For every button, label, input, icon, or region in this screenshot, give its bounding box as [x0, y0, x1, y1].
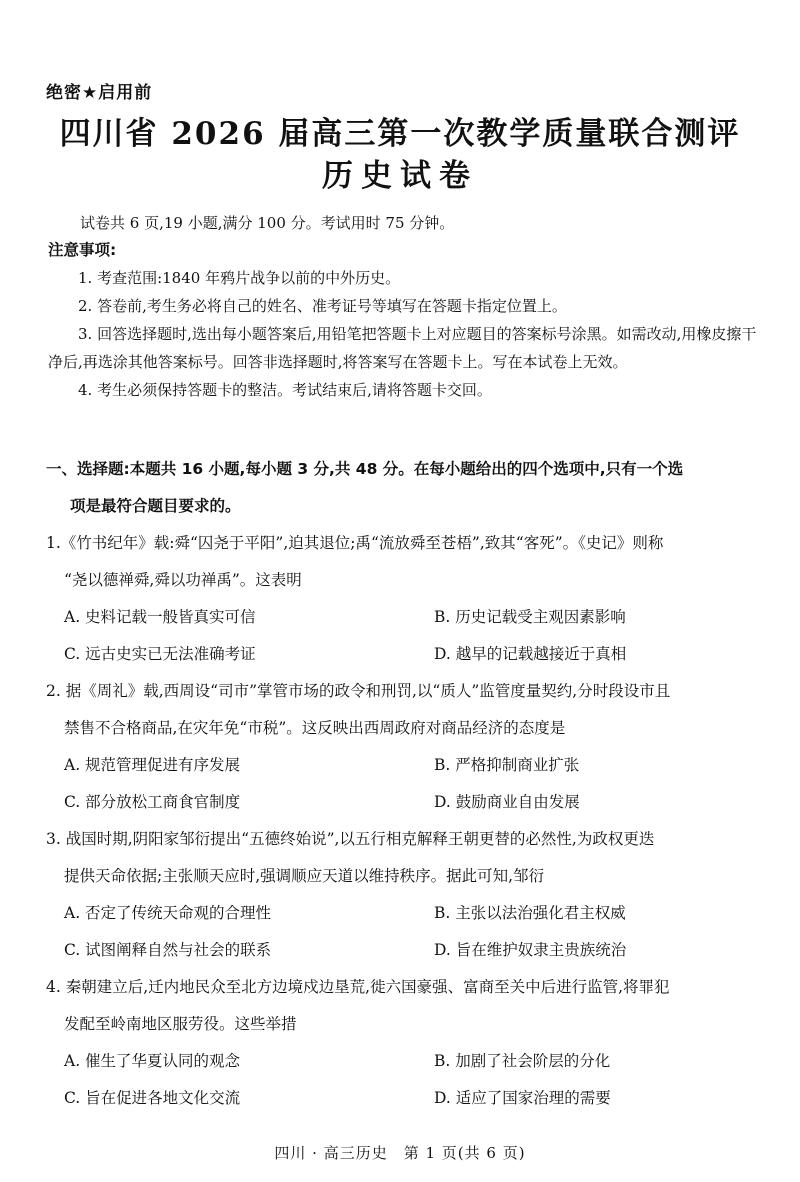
page-footer: 四川 · 高三历史 第 1 页(共 6 页) — [274, 1144, 526, 1162]
question-stem-line: 1.《竹书纪年》载:舜“囚尧于平阳”,迫其退位;禹“流放舜至苍梧”,致其“客死”。《史记》则称 — [46, 534, 664, 552]
option-d: D. 鼓励商业自由发展 — [434, 793, 580, 811]
option-a: A. 规范管理促进有序发展 — [64, 756, 241, 774]
question-2 — [46, 673, 766, 821]
question-1 — [46, 525, 766, 673]
option-c: C. 远古史实已无法准确考证 — [64, 645, 256, 663]
question-stem-line: “尧以德禅舜,舜以功禅禹”。这表明 — [64, 571, 302, 589]
question-stem-line: 禁售不合格商品,在灾年免“市税”。这反映出西周政府对商品经济的态度是 — [64, 719, 566, 737]
notice-item: 2. 答卷前,考生务必将自己的姓名、准考证号等填写在答题卡指定位置上。 — [78, 297, 567, 315]
question-stem-line: 2. 据《周礼》载,西周设“司市”掌管市场的政令和刑罚,以“质人”监管度量契约,分时段设市且 — [46, 682, 671, 700]
option-a: A. 催生了华夏认同的观念 — [64, 1052, 241, 1070]
exam-title: 四川省 2026 届高三第一次教学质量联合测评 — [59, 116, 741, 152]
section-heading — [46, 451, 766, 525]
option-group — [46, 599, 766, 673]
option-group — [46, 1043, 766, 1117]
notice-heading: 注意事项: — [48, 241, 117, 259]
option-c: C. 试图阐释自然与社会的联系 — [64, 941, 272, 959]
option-d: D. 越早的记载越接近于真相 — [434, 645, 627, 663]
question-3 — [46, 821, 766, 969]
option-b: B. 历史记载受主观因素影响 — [434, 608, 626, 626]
option-c: C. 部分放松工商食官制度 — [64, 793, 241, 811]
subject-title: 历史试卷 — [322, 158, 478, 194]
option-group — [46, 895, 766, 969]
confidential-label: 绝密★启用前 — [46, 83, 153, 103]
notice-item: 3. 回答选择题时,选出每小题答案后,用铅笔把答题卡上对应题目的答案标号涂黑。如需改动,用橡皮擦干净后,再选涂其他答案标号。回答非选择题时,将答案写在答题卡上。写在本试卷上无效。 — [48, 325, 757, 371]
exam-intro: 试卷共 6 页,19 小题,满分 100 分。考试用时 75 分钟。 — [80, 214, 455, 232]
option-d: D. 适应了国家治理的需要 — [434, 1089, 611, 1107]
option-c: C. 旨在促进各地文化交流 — [64, 1089, 241, 1107]
question-stem — [46, 969, 766, 1043]
option-b: B. 严格抑制商业扩张 — [434, 756, 580, 774]
notice-item: 1. 考查范围:1840 年鸦片战争以前的中外历史。 — [78, 269, 401, 287]
question-stem-line: 提供天命依据;主张顺天应时,强调顺应天道以维持秩序。据此可知,邹衍 — [64, 867, 545, 885]
notice-list — [48, 264, 760, 404]
question-stem-line: 4. 秦朝建立后,迁内地民众至北方边境戍边垦荒,徙六国豪强、富商至关中后进行监管,将罪犯 — [46, 978, 670, 996]
option-group — [46, 747, 766, 821]
question-stem — [46, 525, 766, 599]
section-heading-line: 一、选择题:本题共 16 小题,每小题 3 分,共 48 分。在每小题给出的四个选项中,只有一个选 — [46, 460, 684, 478]
section-heading-line: 项是最符合题目要求的。 — [70, 497, 241, 515]
notice-item: 4. 考生必须保持答题卡的整洁。考试结束后,请将答题卡交回。 — [78, 381, 492, 399]
question-stem-line: 发配至岭南地区服劳役。这些举措 — [64, 1015, 297, 1033]
option-b: B. 加剧了社会阶层的分化 — [434, 1052, 611, 1070]
question-stem-line: 3. 战国时期,阴阳家邹衍提出“五德终始说”,以五行相克解释王朝更替的必然性,为政权更迭 — [46, 830, 655, 848]
option-a: A. 否定了传统天命观的合理性 — [64, 904, 272, 922]
option-b: B. 主张以法治强化君主权威 — [434, 904, 626, 922]
option-d: D. 旨在维护奴隶主贵族统治 — [434, 941, 627, 959]
question-stem — [46, 821, 766, 895]
question-stem — [46, 673, 766, 747]
option-a: A. 史料记载一般皆真实可信 — [64, 608, 256, 626]
question-4 — [46, 969, 766, 1117]
